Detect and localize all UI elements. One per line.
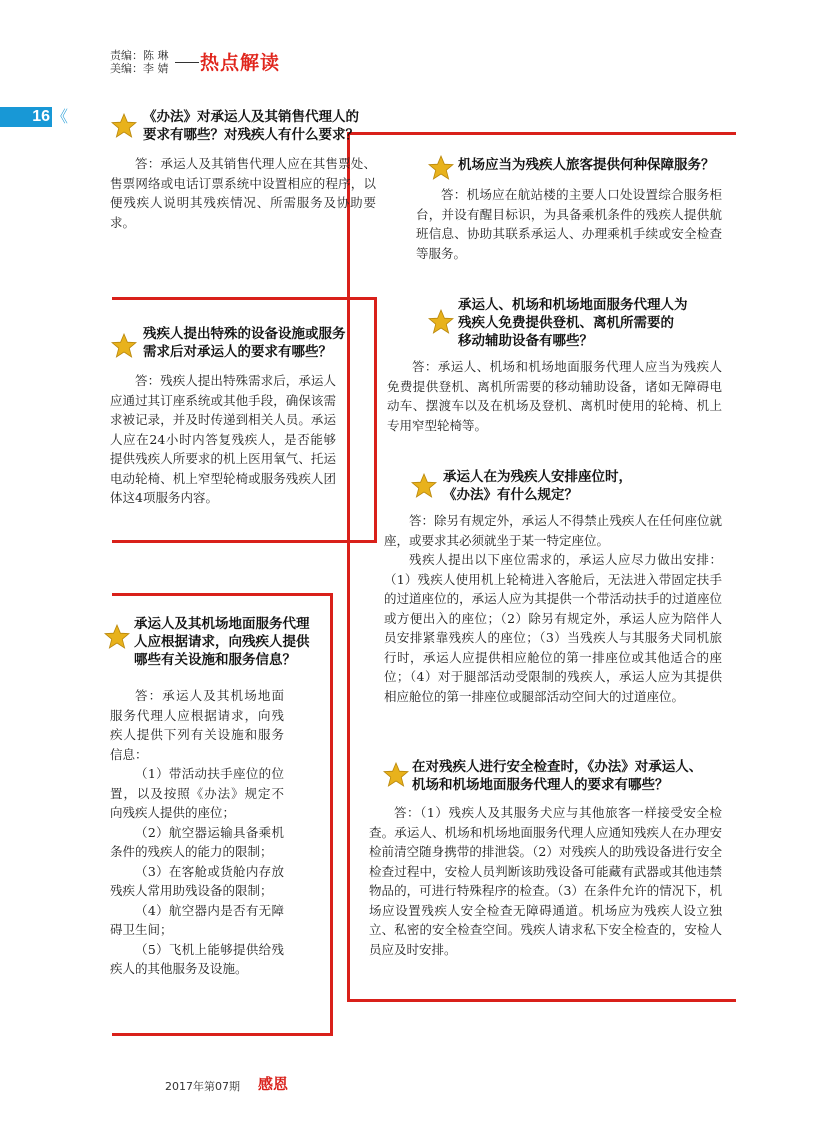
- answer-paragraph: （2）航空器运输具备乘机条件的残疾人的能力的限制；: [110, 824, 284, 859]
- answer-paragraph: 答：承运人及其销售代理人应在其售票处、售票网络或电话订票系统中设置相应的程序，以便残疾人说明其残疾情况、所需服务及协助要求。: [110, 156, 376, 230]
- answer-paragraph: 答：承运人、机场和机场地面服务代理人应当为残疾人免费提供登机、离机所需要的移动辅助设备，诸如无障碍电动车、摆渡车以及在机场及登机、离机时使用的轮椅、机上专用窄型轮椅等。: [387, 359, 722, 433]
- section-title: 热点解读: [200, 52, 281, 74]
- answer-1: [110, 154, 376, 232]
- star-icon: [411, 473, 437, 499]
- question-line: 残疾人免费提供登机、离机所需要的: [458, 315, 674, 331]
- star-icon: [428, 155, 454, 181]
- question-line: 在对残疾人进行安全检查时，《办法》对承运人、: [412, 759, 703, 775]
- question-line: 残疾人提出特殊的设备设施或服务: [143, 326, 346, 342]
- page-number-tab: 16: [0, 107, 52, 127]
- answer-7: [369, 803, 722, 959]
- answer-paragraph: （4）航空器内是否有无障碍卫生间；: [110, 902, 284, 937]
- magazine-logo: 感恩: [258, 1075, 289, 1093]
- answer-5: [387, 357, 722, 435]
- question-line: 机场和机场地面服务代理人的要求有哪些？: [412, 777, 669, 793]
- editor-credits: [110, 49, 169, 75]
- frame-right-mid-rule: [720, 132, 733, 135]
- question-line: 要求有哪些？对残疾人有什么要求？: [143, 127, 359, 143]
- star-icon: [383, 762, 409, 788]
- question-6: [443, 468, 723, 504]
- answer-paragraph: 答：除另有规定外，承运人不得禁止残疾人在任何座位就座，或要求其必须就坐于某一特定座位。: [384, 513, 722, 548]
- issue-label: 2017年第07期: [165, 1080, 240, 1093]
- question-line: 哪些有关设施和服务信息？: [134, 652, 296, 668]
- question-line: 移动辅助设备有哪些？: [458, 333, 593, 349]
- question-line: 人应根据请求，向残疾人提供: [134, 634, 310, 650]
- editor-line-2: 美编：李 婧: [110, 62, 169, 75]
- question-2: [143, 325, 371, 361]
- star-icon: [111, 333, 137, 359]
- question-1: [143, 108, 373, 144]
- question-3: [134, 615, 330, 669]
- answer-paragraph: （1）带活动扶手座位的位置，以及按照《办法》规定不向残疾人提供的座位；: [110, 766, 284, 820]
- answer-4: [416, 185, 722, 263]
- question-line: 需求后对承运人的要求有哪些？: [143, 344, 332, 360]
- page-chevron: 《: [52, 107, 69, 126]
- answer-paragraph: （5）飞机上能够提供给残疾人的其他服务及设施。: [110, 941, 284, 976]
- editor-line-1: 责编：陈 琳: [110, 49, 169, 62]
- answer-paragraph: 答：机场应在航站楼的主要人口处设置综合服务柜台，并设有醒目标识，为具备乘机条件的残疾人提供航班信息、协助其联系承运人、办理乘机手续或安全检查等服务。: [416, 187, 722, 261]
- answer-3: [110, 686, 284, 979]
- header-rule: [175, 62, 199, 63]
- answer-2: [110, 371, 336, 508]
- question-5: [458, 296, 738, 350]
- question-7: [412, 758, 732, 794]
- question-line: 《办法》有什么规定？: [443, 487, 578, 503]
- answer-6: [384, 511, 722, 706]
- question-4: [458, 156, 738, 174]
- question-line: 《办法》对承运人及其销售代理人的: [143, 109, 359, 125]
- question-line: 承运人、机场和机场地面服务代理人为: [458, 297, 688, 313]
- answer-paragraph: 残疾人提出以下座位需求的，承运人应尽力做出安排：（1）残疾人使用机上轮椅进入客舱后，无法进入带固定扶手的过道座位的，承运人应为其提供一个带活动扶手的过道座位或方便出入的座位；（2）除另有规定外，承运人应为陪伴人员安排紧靠残疾人的座位；（3）当残疾人与其服务犬同机旅行时，承运人应提供相应舱位的第一排座位或其他适合的座位；（4）对于腿部活动受限制的残疾人，承运人应为其提供相应舱位的第一排座位或腿部活动空间大的过道座位。: [384, 552, 722, 704]
- star-icon: [104, 624, 130, 650]
- star-icon: [428, 309, 454, 335]
- answer-paragraph: 答：（1）残疾人及其服务犬应与其他旅客一样接受安全检查。承运人、机场和机场地面服务代理人应通知残疾人在办理安检前清空随身携带的排泄袋。（2）对残疾人的助残设备进行安全检查过程中，安检人员判断该助残设备可能藏有武器或其他违禁物品的，可进行特殊程序的检查。（3）在条件允许的情况下，机场应设置残疾人安全检查无障碍通道。机场应为残疾人设立独立、私密的安全检查空间。残疾人请求私下安全检查的，安检人员应及时安排。: [369, 805, 722, 957]
- answer-paragraph: 答：残疾人提出特殊需求后，承运人应通过其订座系统或其他手段，确保该需求被记录，并及时传递到相关人员。承运人应在24小时内答复残疾人，是否能够提供残疾人所要求的机上医用氧气、托运电动轮椅、机上窄型轮椅或服务残疾人团体这4项服务内容。: [110, 373, 336, 505]
- question-line: 承运人在为残疾人安排座位时，: [443, 469, 632, 485]
- question-line: 承运人及其机场地面服务代理: [134, 616, 310, 632]
- answer-paragraph: 答：承运人及其机场地面服务代理人应根据请求，向残疾人提供下列有关设施和服务信息：: [110, 688, 284, 762]
- question-line: 机场应当为残疾人旅客提供何种保障服务？: [458, 157, 715, 173]
- answer-paragraph: （3）在客舱或货舱内存放残疾人常用助残设备的限制；: [110, 863, 284, 898]
- star-icon: [111, 113, 137, 139]
